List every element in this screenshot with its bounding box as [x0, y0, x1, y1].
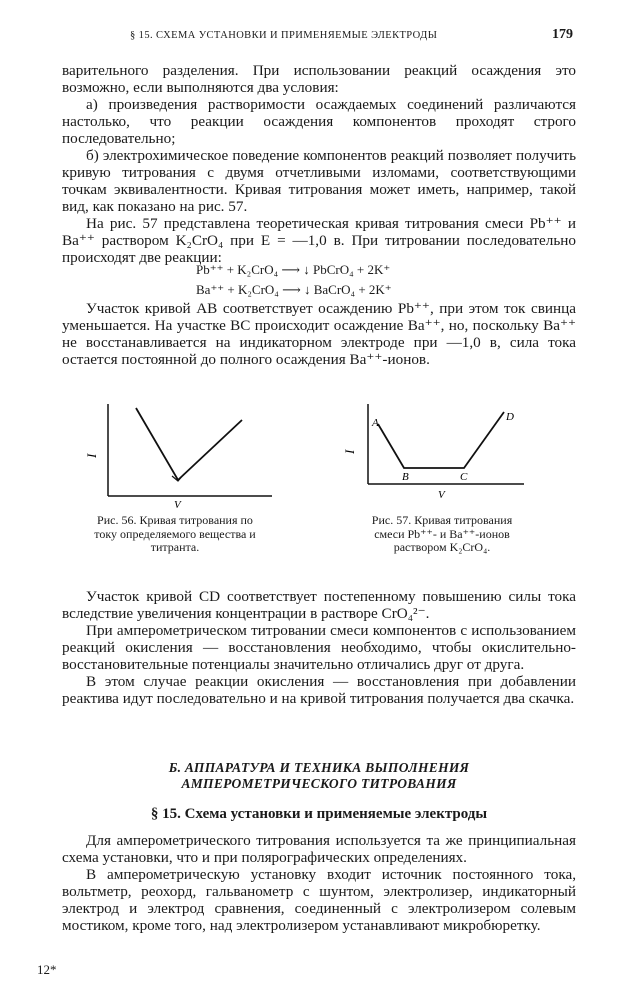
paragraph: Участок кривой AB соответствует осаждению Pb⁺⁺, при этом ток свинца уменьшается. На участке BC происходит осаждение Ba⁺⁺, но, поскольку Ba⁺⁺ не восстанавливается на индикаторном электроде при —1,0 в, сила тока остается постоянной до полного осаждения Ba⁺⁺-ионов.: [62, 300, 576, 368]
paragraph: В этом случае реакции окисления — восстановления при добавлении реактива идут последовательно и на кривой титрования получается два скачка.: [62, 673, 576, 707]
point-label-a: A: [372, 417, 379, 429]
page-number: 179: [552, 27, 573, 42]
equation: Pb⁺⁺ + K₂CrO₄ ⟶ ↓ PbCrO₄ + 2K⁺: [196, 262, 391, 277]
paragraph: Участок кривой CD соответствует постепенному повышению силы тока вследствие увеличения концентрации в растворе CrO₄²⁻.: [62, 588, 576, 622]
titration-curve: [378, 412, 504, 468]
paragraph: а) произведения растворимости осаждаемых соединений различаются настолько, что реакции осаждения компонентов проходят строго последовательно;: [62, 96, 576, 147]
section-15-heading: § 15. Схема установки и применяемые электроды: [150, 806, 488, 822]
running-title: § 15. СХЕМА УСТАНОВКИ И ПРИМЕНЯЕМЫЕ ЭЛЕКТРОДЫ: [130, 30, 438, 41]
paragraph: Для амперометрического титрования используется та же принципиальная схема установки, что и при полярографических определениях.: [62, 832, 576, 866]
x-axis-label: V: [438, 489, 445, 501]
paragraph: б) электрохимическое поведение компонентов реакций позволяет получить кривую титрования с двумя отчетливыми изломами, соответствующими точкам эквивалентности. Кривая титрования может иметь, например, такой вид, как показано на рис. 57.: [62, 147, 576, 215]
section-b-heading: [62, 760, 576, 792]
body-block: [62, 588, 576, 707]
signature-mark: 12*: [37, 962, 57, 977]
section-15-block: [62, 832, 576, 934]
x-axis-label: V: [174, 499, 181, 511]
paragraph: При амперометрическом титровании смеси компонентов с использованием реакций окисления — восстановления необходимо, чтобы окислительно-восстановительные потенциалы значительно отличались друг от друга.: [62, 622, 576, 673]
paragraph: варительного разделения. При использовании реакций осаждения это возможно, если выполняются два условия:: [62, 62, 576, 96]
point-label-b: B: [402, 471, 409, 483]
figure-57-caption: Рис. 57. Кривая титрования смеси Pb⁺⁺- и Ba⁺⁺-ионов раствором K₂CrO₄.: [371, 513, 513, 554]
section-b-line: АМПЕРОМЕТРИЧЕСКОГО ТИТРОВАНИЯ: [181, 776, 457, 791]
running-header: [0, 24, 618, 44]
equation: Ba⁺⁺ + K₂CrO₄ ⟶ ↓ BaCrO₄ + 2K⁺: [196, 282, 392, 297]
intro-block: [62, 62, 576, 266]
y-axis-label: I: [342, 449, 357, 454]
y-axis-label: I: [84, 453, 99, 458]
figure-57-plot: [344, 398, 530, 510]
figure-56-plot: [84, 400, 278, 511]
titration-curve: [136, 408, 242, 480]
paragraph: В амперометрическую установку входит источник постоянного тока, вольтметр, реохорд, гальванометр с шунтом, электролизер, индикаторный электрод и электрод сравнения, соединенный с электролизером солевым мостиком, кроме того, над электролизером устанавливают микробюретку.: [62, 866, 576, 934]
figure-56-caption: Рис. 56. Кривая титрования по току определяемого вещества и титранта.: [94, 513, 256, 554]
section-b-line: Б. АППАРАТУРА И ТЕХНИКА ВЫПОЛНЕНИЯ: [168, 760, 470, 775]
paragraph: На рис. 57 представлена теоретическая кривая титрования смеси Pb⁺⁺ и Ba⁺⁺ раствором K₂CrO₄ при E = —1,0 в. При титровании последовательно происходят две реакции:: [62, 215, 576, 266]
point-label-d: D: [506, 411, 514, 423]
point-label-c: C: [460, 471, 468, 483]
